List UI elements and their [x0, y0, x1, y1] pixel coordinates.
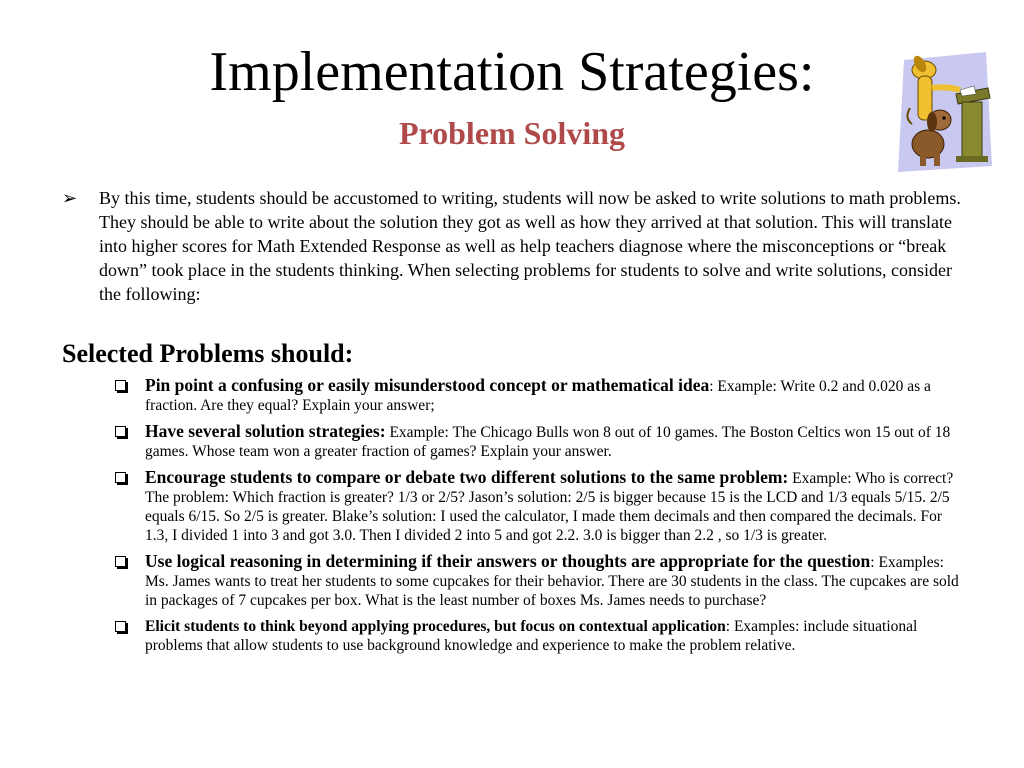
list-item — [114, 376, 964, 415]
item-separator: : — [709, 378, 718, 395]
item-detail-text: Example: The Chicago Bulls won 8 out of 10 games. The Boston Celtics won 15 out of 18 games. Whose team won a greater fraction of games? Explain your answer. — [145, 424, 951, 460]
section-heading: Selected Problems should: — [62, 339, 354, 368]
item-bold-text: Use logical reasoning in determining if their answers or thoughts are appropriate for the question — [145, 551, 871, 571]
checkbox-bullet-icon — [115, 556, 126, 567]
checkbox-bullet-icon — [115, 621, 126, 632]
list-item — [114, 552, 964, 610]
item-separator: : — [725, 618, 734, 635]
item-detail-text: Example: Who is correct? The problem: Which fraction is greater? 1/3 or 2/5? Jason’s solution: 2/5 is bigger because 15 is the LCD and 1/3 equals 5/15. 2/5 equals 6/15. So 2/5 is greater. Blake’s solution: I used the calculator, I made them decimals and then compared the decimals. For 1.3, I divided 1 into 3 and got 3.0. Then I divided 2 into 5 and got 2.2. 3.0 is bigger than 2.2 , so 1/3 is greater. — [145, 470, 954, 544]
list-item — [114, 422, 964, 461]
slide-subtitle: Problem Solving — [398, 115, 626, 151]
item-detail-text: Examples: include situational problems that allow students to use background knowledge and experience to make the problem relative. — [145, 618, 918, 654]
intro-text: By this time, students should be accustomed to writing, students will now be asked to write solutions to math problems. They should be able to write about the solution they got as well as how they arrived at that solution. This will translate into higher scores for Math Extended Response as well as help teachers diagnose where the misconceptions or “break down” took place in the students thinking. When selecting problems for students to solve and write solutions, consider the following: — [99, 188, 961, 304]
item-separator: : — [870, 554, 879, 571]
item-detail-text: Examples: Ms. James wants to treat her students to some cupcakes for their behavior. There are 30 students in the class. The cupcakes are sold in packages of 7 cupcakes per box. What is the least number of boxes Ms. James needs to purchase? — [145, 554, 959, 609]
item-bold-text: Have several solution strategies: — [145, 421, 386, 441]
criteria-list — [114, 376, 964, 662]
list-item — [114, 468, 964, 545]
checkbox-bullet-icon — [115, 426, 126, 437]
intro-paragraph — [62, 186, 967, 306]
item-bold-text: Encourage students to compare or debate two different solutions to the same problem: — [145, 467, 789, 487]
dogs-at-lectern-clipart-icon — [890, 48, 998, 176]
list-item — [114, 617, 964, 655]
item-bold-text: Elicit students to think beyond applying procedures, but focus on contextual application — [145, 618, 726, 635]
item-bold-text: Pin point a confusing or easily misunderstood concept or mathematical idea — [145, 375, 710, 395]
checkbox-bullet-icon — [115, 472, 126, 483]
item-detail-text: Example: Write 0.2 and 0.020 as a fraction. Are they equal? Explain your answer; — [145, 378, 931, 414]
arrow-bullet-icon: ➢ — [62, 188, 78, 208]
slide-title: Implementation Strategies: — [209, 41, 815, 103]
checkbox-bullet-icon — [115, 380, 126, 391]
